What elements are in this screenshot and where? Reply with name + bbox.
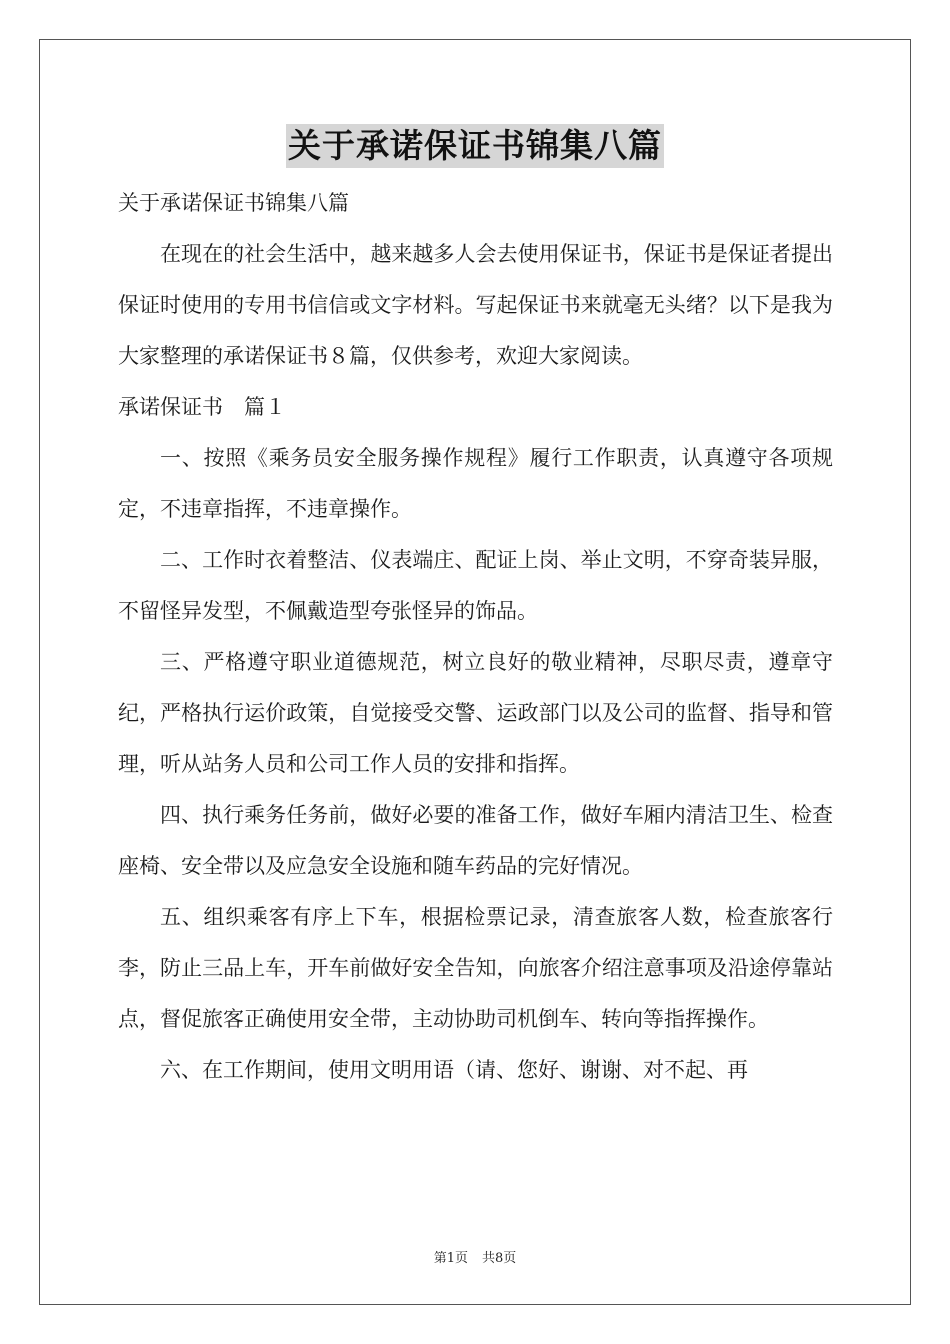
document-title-text: 关于承诺保证书锦集八篇	[286, 124, 664, 168]
page-total: 共8页	[482, 1251, 517, 1266]
intro-paragraph: 在现在的社会生活中，越来越多人会去使用保证书，保证书是保证者提出保证时使用的专用书信信或文字材料。写起保证书来就毫无头绪？以下是我为大家整理的承诺保证书８篇，仅供参考，欢迎大家阅读。	[118, 242, 833, 368]
body-paragraph: 二、工作时衣着整洁、仪表端庄、配证上岗、举止文明，不穿奇装异服，不留怪异发型，不佩戴造型夸张怪异的饰品。	[118, 548, 833, 623]
body-paragraph: 一、按照《乘务员安全服务操作规程》履行工作职责，认真遵守各项规定，不违章指挥，不违章操作。	[118, 446, 833, 521]
document-title	[0, 124, 950, 168]
document-body	[118, 178, 833, 1096]
body-paragraph: 四、执行乘务任务前，做好必要的准备工作，做好车厢内清洁卫生、检查座椅、安全带以及应急安全设施和随车药品的完好情况。	[118, 803, 833, 878]
section-heading: 承诺保证书 篇１	[118, 395, 286, 419]
body-paragraph: 五、组织乘客有序上下车，根据检票记录，清查旅客人数，检查旅客行李，防止三品上车，开车前做好安全告知，向旅客介绍注意事项及沿途停靠站点，督促旅客正确使用安全带，主动协助司机倒车、转向等指挥操作。	[118, 905, 833, 1031]
document-subtitle: 关于承诺保证书锦集八篇	[118, 191, 349, 215]
page-footer	[0, 1247, 950, 1266]
body-paragraph: 三、严格遵守职业道德规范，树立良好的敬业精神，尽职尽责，遵章守纪，严格执行运价政策，自觉接受交警、运政部门以及公司的监督、指导和管理，听从站务人员和公司工作人员的安排和指挥。	[118, 650, 833, 776]
page-number: 第1页	[433, 1251, 468, 1266]
body-paragraph: 六、在工作期间，使用文明用语（请、您好、谢谢、对不起、再	[160, 1058, 748, 1082]
